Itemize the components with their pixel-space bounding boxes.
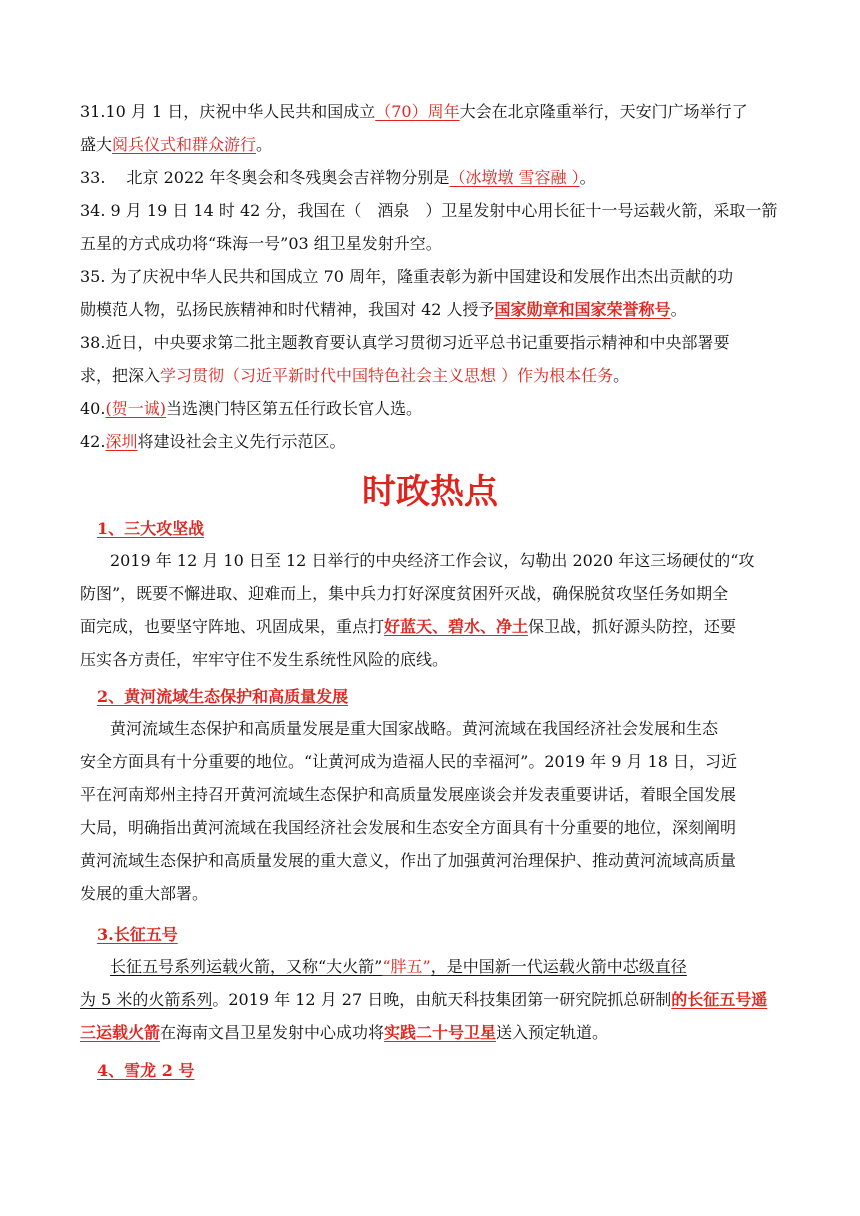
section-1-title: 1、三大攻坚战	[97, 519, 205, 538]
item-35: 35. 为了庆祝中华人民共和国成立 70 周年，隆重表彰为新中国建设和发展作出杰出贡献的功 勋模范人物，弘扬民族精神和时代精神，我国对 42 人授予国家勋章和国家荣誉称号。	[80, 267, 734, 319]
item-40: 40.(贺一诚)当选澳门特区第五任行政长官人选。	[80, 399, 422, 418]
answer-parade: 阅兵仪式和群众游行	[112, 135, 257, 154]
section-1-body: 2019 年 12 月 10 日至 12 日举行的中央经济工作会议，勾勒出 2020 年这三场硬仗的“攻 防图”，既要不懈进取、迎难而上，集中兵力打好深度贫困歼灭战，确保脱贫攻坚任务如期全 面完成，也要坚守阵地、巩固成果，重点打好蓝天、碧水、净土保卫战，抓好源头防控，还要 压实各方责任，牢牢守住不发生系统性风险的底线。	[80, 551, 755, 669]
highlight-cz5-y3: 的长征五号遥	[671, 990, 768, 1009]
item-38: 38.近日，中央要求第二批主题教育要认真学习贯彻习近平总书记重要指示精神和中央部署要 求，把深入学习贯彻（习近平新时代中国特色社会主义思想 ）作为根本任务。	[80, 333, 730, 385]
answer-medals: 国家勋章和国家荣誉称号	[494, 300, 671, 319]
answer-study: 学习贯彻（习近平新时代中国特色社会主义思想 ）作为根本任务	[160, 366, 614, 385]
item-42: 42.深圳将建设社会主义先行示范区。	[80, 432, 346, 451]
section-3-body: 长征五号系列运载火箭，又称“大火箭”“胖五”，是中国新一代运载火箭中芯级直径 为 5 米的火箭系列。2019 年 12 月 27 日晚，由航天科技集团第一研究院抓总研制的长征五号遥 三运载火箭在海南文昌卫星发射中心成功将实践二十号卫星送入预定轨道。	[80, 957, 768, 1042]
answer-chief-executive: (贺一诚)	[105, 399, 166, 418]
highlight-blue-sky: 好蓝天、碧水、净土	[384, 617, 529, 636]
highlight-rocket: 三运载火箭	[80, 1023, 161, 1042]
nickname-pangwu: “胖五”	[382, 957, 431, 976]
section-2-title: 2、黄河流域生态保护和高质量发展	[97, 687, 349, 706]
section-4-title: 4、雪龙 2 号	[97, 1061, 195, 1080]
section-heading: 时政热点	[362, 472, 498, 512]
answer-mascots: （冰墩墩 雪容融 ）	[449, 168, 580, 187]
answer-shenzhen: 深圳	[105, 432, 138, 451]
item-34: 34. 9 月 19 日 14 时 42 分，我国在（ 酒泉 ）卫星发射中心用长征十一号运载火箭，采取一箭 五星的方式成功将“珠海一号”03 组卫星发射升空。	[80, 201, 778, 253]
section-2-body: 黄河流域生态保护和高质量发展是重大国家战略。黄河流域在我国经济社会发展和生态 安全方面具有十分重要的地位。“让黄河成为造福人民的幸福河”。2019 年 9 月 18 日，习近 平在河南郑州主持召开黄河流域生态保护和高质量发展座谈会并发表重要讲话，着眼全国发展 大局，明确指出黄河流域在我国经济社会发展和生态安全方面具有十分重要的地位，深刻阐明 黄河流域生态保护和高质量发展的重大意义，作出了加强黄河治理保护、推动黄河流域高质量 发展的重大部署。	[80, 719, 738, 903]
section-3-title: 3.长征五号	[97, 925, 178, 944]
highlight-sj20: 实践二十号卫星	[384, 1023, 497, 1042]
answer-70-anniversary: （70）周年	[375, 102, 460, 121]
item-31: 31.10 月 1 日，庆祝中华人民共和国成立（70）周年大会在北京隆重举行，天安门广场举行了 盛大阅兵仪式和群众游行。	[80, 102, 748, 154]
item-33: 33. 北京 2022 年冬奥会和冬残奥会吉祥物分别是（冰墩墩 雪容融 ）。	[80, 168, 596, 187]
